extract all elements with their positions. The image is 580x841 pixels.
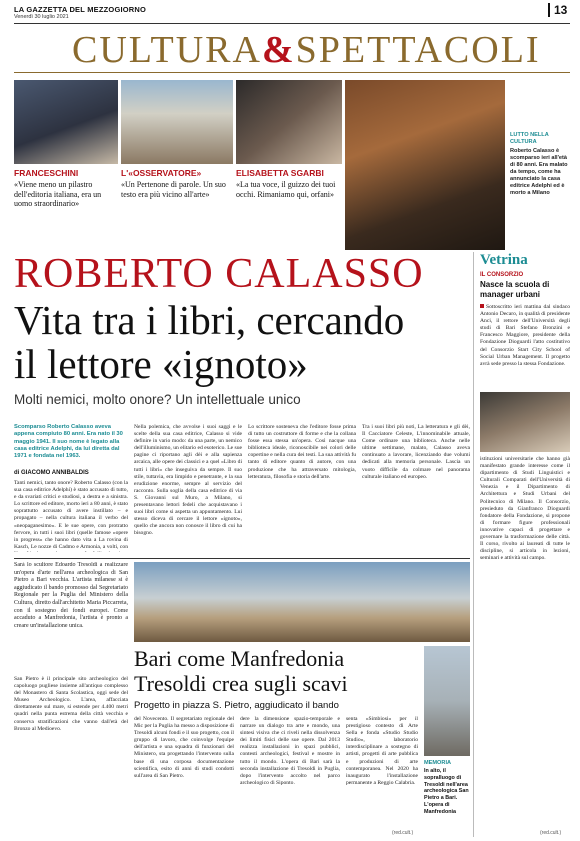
- quote-osservatore: [121, 168, 233, 199]
- calasso-photo: [345, 80, 505, 250]
- osservatore-photo: [121, 80, 233, 164]
- quote-name: FRANCESCHINI: [14, 168, 79, 178]
- sidebar-bullet: [480, 304, 484, 308]
- quote-sgarbi: [236, 168, 342, 199]
- bottom-caption-body: In alto, il sopralluogo di Tresoldi nell'area archeologica San Pietro a Bari. L'opera di Manfredonia: [424, 768, 469, 815]
- issue-date: Venerdì 30 luglio 2021: [14, 14, 69, 20]
- quote-text: «Un Pertenone di parole. Un suo testo era più vicino all'arte»: [121, 180, 226, 199]
- bottom-subhead: Progetto in piazza S. Pietro, aggiudicato il bando: [134, 700, 339, 711]
- bottom-caption-title: MEMORIA: [424, 760, 452, 766]
- photo-caption-body: Roberto Calasso è scomparso ieri all'età di 80 anni. Era malato da tempo, come ha annunciato la casa editrice Adelphi ed è morto a Milano: [510, 148, 568, 196]
- sidebar-kicker: IL CONSORZIO: [480, 272, 524, 278]
- bottom-headline-line-2: Tresoldi crea sugli scavi: [134, 671, 348, 696]
- quote-text: «Viene meno un pilastro dell'editoria italiana, era un uomo straordinario»: [14, 180, 102, 208]
- sidebar-text-bottom: istituzioni universitarie che hanno già manifestato grande interesse come il dipartimento di Studi Linguistici e Culturali Comparati dell'Università di Venezia e il Dipartimento di Architettura e Studi Urbani del Politecnico di Milano. Il Consorzio, presieduto da Gianfranco Dioguardi fondatore della Fondazione, si propone di formare figure professionali innovative capaci di progettare e governare la trasformazione delle città. Il corso, rivolto ai laureati di tutte le discipline, si articola in lezioni, seminari e attività sul campo.: [480, 456, 570, 562]
- main-column-2: Nella polemica, che avvolse i suoi saggi e le scelte della sua casa editrice, Calasso si vide definire in vario modo: da una parte, un nemico dell'illuminismo, un elitario ed esoterico. Le sue pagine ci riportano agli dèi e alla sapienza arcaica, alle opere dei classici e a quel «Libro di tutti i libri» che inseguiva da sempre. Il suo stile, tuttavia, era limpido e penetrante, e la sua erudizione enorme, sempre al servizio del racconto. Sulla soglia della casa editrice di via S. Giovanni sul Muro, a Milano, si presentavano lettori fedeli che acquistavano i suoi libri come si aspetta un appuntamento. Lui stesso diceva di cercare il lettore «ignoto», quello che ancora non conosce il libro di cui ha bisogno.: [134, 424, 242, 537]
- main-headline-line-2: il lettore «ignoto»: [14, 341, 308, 387]
- sgarbi-photo: [236, 80, 342, 164]
- bottom-credit: (red.cult.): [392, 830, 414, 836]
- quote-text: «La tua voce, il guizzo dei tuoi occhi. Rimaniamo qui, orfani»: [236, 180, 336, 199]
- main-intro: Scomparso Roberto Calasso aveva appena compiuto 80 anni. Era nato il 30 maggio 1941. Il suo nome è legato alla casa editrice Adelphi, da lui diretta dal 1971 e fondata nel 1963.: [14, 424, 123, 460]
- sidebar-text-top-content: Sottoscritto ieri mattina dal sindaco Antonio Decaro, in qualità di presidente Anci, il rettore dell'Università degli studi di Bari Stefano Bronzini e Francesco Maggiore, presidente della Fondazione Dioguardi l'atto costitutivo del Consorzio Start City School of Social Urban Management. Il progetto avrà sede presso la stessa Fondazione.: [480, 304, 570, 367]
- sidebar-credit: (red.cult.): [540, 830, 562, 836]
- sidebar-text-top: [480, 304, 570, 388]
- bottom-column-d: senta «Simbiosi» per il prestigioso contesto di Arte Sella e fonda «Studio Studio Studio», laboratorio interdisciplinare a sostegno di artisti, progetti di arte pubblica e produzioni di arte contemporanea. Nel 2020 ha inaugurato l'installazione permanente a Reggio Calabria.: [346, 716, 418, 786]
- bottom-headline-line-1: Bari come Manfredonia: [134, 646, 345, 671]
- quote-franceschini: [14, 168, 118, 209]
- photo-caption-title: LUTTO NELLA CULTURA: [510, 132, 549, 145]
- bottom-lead-text: Sarà lo scultore Edoardo Tresoldi a realizzare un'opera d'arte nell'area archeologica di San Pietro a Bari vecchia. L'artista milanese si è aggiudicato il bando promosso dal Segretariato Regionale per la Puglia del Ministero della Cultura, diretto dall'architetto Maria Piccarreta, con il sostegno dei fondi europei. Come accaduto a Manfredonia, l'artista è pronto a creare un'installazione unica.: [14, 562, 128, 629]
- photo-caption: [510, 132, 572, 197]
- main-headline-line-1: Vita tra i libri, cercando: [14, 297, 405, 343]
- paper-name: LA GAZZETTA DEL MEZZOGIORNO: [14, 5, 147, 14]
- sidebar-headline: Nasce la scuola di manager urbani: [480, 280, 550, 299]
- page-number: 13: [548, 3, 567, 17]
- main-byline: di GIACOMO ANNIBALDIS: [14, 470, 89, 476]
- quote-name: L'«OSSERVATORE»: [121, 168, 202, 178]
- section-rule: [14, 72, 570, 73]
- sidebar-divider: [473, 252, 474, 837]
- main-column-1: Tanti nemici, tanto onore? Roberto Calasso (con la sua casa editrice Adelphi) è stato accusato di tutto, e da svariati critici e studiosi, a destra e a sinistra. Lo scrittore ed editore, morto ieri a 80 anni, è stato soprattutto accusato di avere instillato – e propagato – nella cultura italiana il verbo del «neopaganesimo». E le sue opere, con protratto fervore, in tutti i suoi libri (quelle famose «opere in progress» che hanno dato vita a La rovina di Kasch, Le nozze di Cadmo e Armonia, a volti, con: [14, 480, 128, 550]
- section-ampersand: &: [261, 29, 296, 71]
- franceschini-photo: [14, 80, 118, 164]
- quote-name: ELISABETTA SGARBI: [236, 168, 324, 178]
- masthead-rule: [14, 23, 570, 24]
- bottom-column-c: dere la dimensione spazio-temporale e narrare un dialogo tra arte e mondo, una sintesi visiva che ci riveli nella dissolvenza dei limiti fisici delle sue opere. Dal 2013 realizza installazioni in spazi pubblici, contesti archeologici, festival e mostre in tutto il mondo. L'opera di Bari sarà la seconda installazione di Tresoldi in Puglia, dopo l'intervento accolto nel parco archeologico di Siponto.: [240, 716, 340, 786]
- bottom-column-a: San Pietro è il principale sito archeologico del capoluogo pugliese insieme all'antiquo complesso del Monastero di Santa Scolastica, oggi sede del Museo Archeologico. L'area, affacciata direttamente sul mare, si estende per 4.400 metri quadri nella punta estrema della città vecchia e conserva stratificazioni che vanno dall'età del Bronzo al Medioevo.: [14, 676, 128, 732]
- bottom-column-b: del Novecento. Il segretariato regionale del Mic per la Puglia ha messo a disposizione di Tresoldi alcuni fondi e il suo progetto, con il gruppo di lavoro, che coinvolge l'equipe dell'artista e una squadra di funzionari del Ministero, sta progettando l'intervento sulla base di una corposa documentazione scientifica, esito di anni di studi condotti sull'area di San Pietro.: [134, 716, 234, 779]
- manfredonia-photo: [424, 646, 470, 756]
- section-cultura: CULTURA: [72, 29, 262, 71]
- main-name: ROBERTO CALASSO: [14, 251, 424, 297]
- sidebar-title: Vetrina: [480, 252, 528, 268]
- main-column-3: Lo scrittore sosteneva che l'editore fosse prima di tutto un costruttore di forme e che la collana fosse essa stessa un'opera. Così nacque una biblioteca ideale, riconoscibile nei colori delle copertine e nella cura dei testi. La sua attività fu tanto di editore quanto di autore, con una produzione che ha attraversato mitologia, letteratura, filosofia e storia dell'arte.: [248, 424, 356, 480]
- bottom-lead: [14, 562, 128, 672]
- main-column-4: Tra i suoi libri più noti, La letteratura e gli dèi, Il Cacciatore Celeste, L'innominabile attuale, Come ordinare una biblioteca. Anche nelle ultime settimane, malato, Calasso aveva continuato a lavorare, licenziando due volumi dedicati alla memoria personale. Lascia un vuoto difficile da colmare nel panorama culturale italiano ed europeo.: [362, 424, 470, 480]
- main-subhead: Molti nemici, molto onore? Un intellettuale unico: [14, 392, 301, 407]
- bottom-rule: [14, 558, 470, 559]
- decaro-photo: [480, 392, 570, 452]
- scavi-photo: [134, 562, 470, 642]
- section-spettacoli: SPETTACOLI: [295, 29, 541, 71]
- section-title: [72, 30, 541, 70]
